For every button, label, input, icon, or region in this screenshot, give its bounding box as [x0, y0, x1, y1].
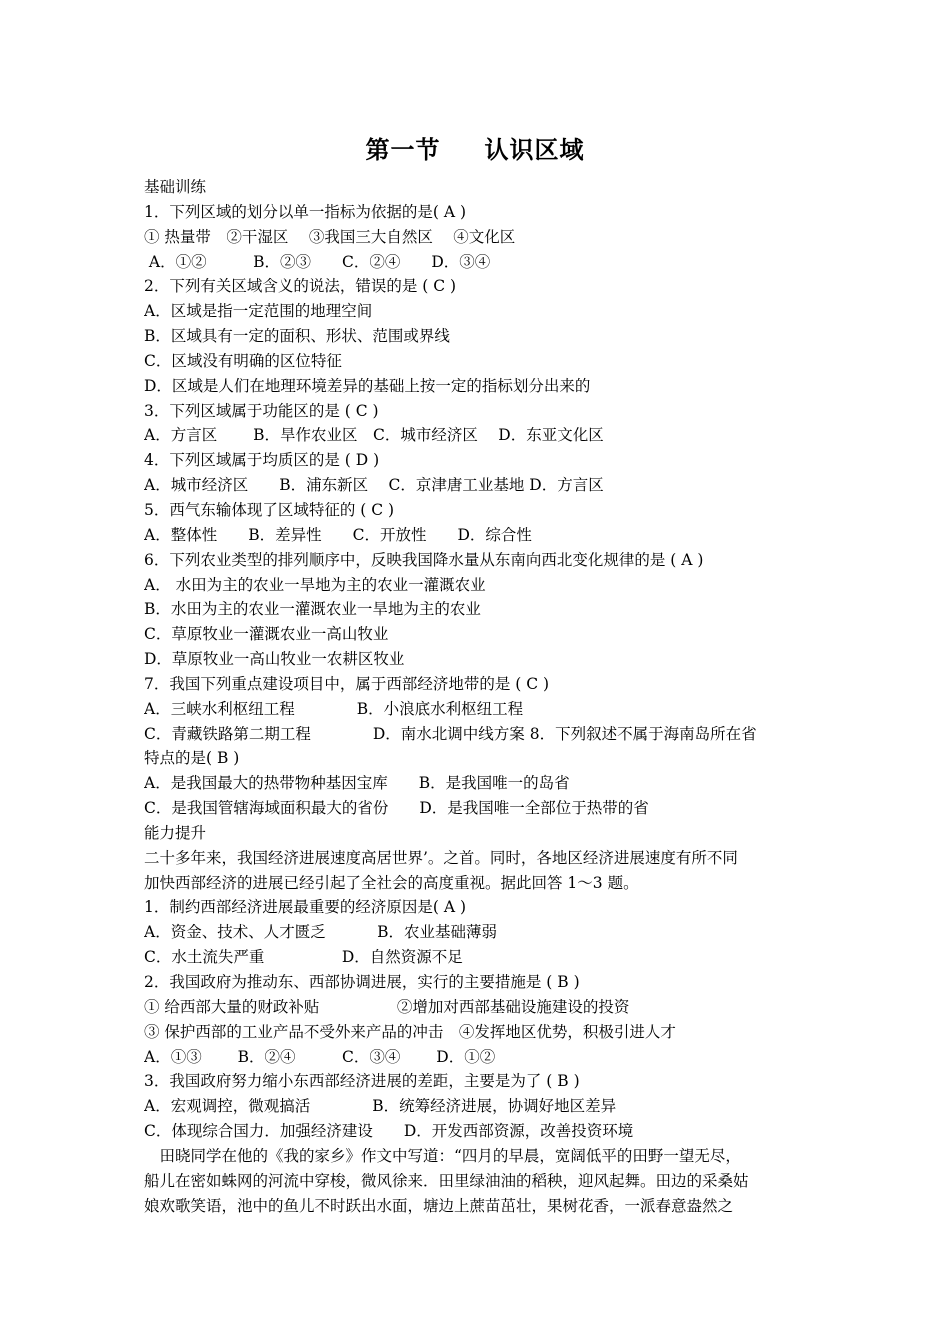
text-line: 加快西部经济的进展已经引起了全社会的高度重视。据此回答 1～3 题。	[144, 873, 639, 892]
text-line: A． 水田为主的农业一旱地为主的农业一灌溉农业	[144, 575, 486, 594]
text-line: A．方言区 B．旱作农业区 C．城市经济区 D．东亚文化区	[144, 426, 604, 445]
text-line: A．①② B．②③ C．②④ D．③④	[144, 252, 491, 271]
text-line: ① 给西部大量的财政补贴 ②增加对西部基础设施建设的投资	[144, 997, 630, 1016]
text-line: 3．下列区域属于功能区的是 ( C )	[144, 401, 379, 420]
text-line: A．宏观调控，微观搞活 B．统筹经济进展，协调好地区差异	[144, 1097, 617, 1116]
text-line: 3．我国政府努力缩小东西部经济进展的差距，主要是为了 ( B )	[144, 1072, 580, 1091]
text-line: A．城市经济区 B．浦东新区 C．京津唐工业基地 D．方言区	[144, 476, 604, 495]
text-line: A．是我国最大的热带物种基因宝库 B．是我国唯一的岛省	[144, 774, 570, 793]
text-line: A．整体性 B．差异性 C．开放性 D．综合性	[144, 525, 532, 544]
text-line: 2．我国政府为推动东、西部协调进展，实行的主要措施是 ( B )	[144, 973, 580, 991]
title-part-2: 认识区域	[484, 136, 585, 164]
section-heading-basic: 基础训练	[144, 178, 207, 196]
text-line: ① 热量带 ②干湿区 ③我国三大自然区 ④文化区	[144, 227, 516, 246]
text-line: 1．制约西部经济进展最重要的经济原因是( A )	[144, 898, 467, 917]
document-body	[144, 175, 810, 1218]
text-line: C．是我国管辖海域面积最大的省份 D．是我国唯一全部位于热带的省	[144, 799, 649, 818]
text-line: C．区域没有明确的区位特征	[144, 351, 342, 370]
text-line: 4．下列区域属于均质区的是 ( D )	[144, 451, 380, 470]
text-line: 特点的是( B )	[144, 749, 240, 768]
text-line: D．草原牧业一高山牧业一农耕区牧业	[144, 650, 405, 669]
page-title	[0, 134, 950, 166]
text-line: A．资金、技术、人才匮乏 B．农业基础薄弱	[144, 923, 498, 942]
text-line: C．草原牧业一灌溉农业一高山牧业	[144, 625, 389, 644]
text-line: A．区域是指一定范围的地理空间	[144, 302, 373, 321]
text-line: B．区域具有一定的面积、形状、范围或界线	[144, 327, 450, 346]
text-line: D．区域是人们在地理环境差异的基础上按一定的指标划分出来的	[144, 376, 591, 395]
text-line: 田晓同学在他的《我的家乡》作文中写道：“四月的早晨，宽阔低平的田野一望无尽，	[144, 1146, 741, 1165]
text-line: 船儿在密如蛛网的河流中穿梭，微风徐来．田里绿油油的稻秧，迎风起舞。田边的采桑姑	[144, 1171, 749, 1190]
text-line: 6．下列农业类型的排列顺序中，反映我国降水量从东南向西北变化规律的是 ( A )	[144, 550, 704, 569]
text-line: 1．下列区域的划分以单一指标为依据的是( A )	[144, 202, 467, 221]
text-line: C．体现综合国力．加强经济建设 D．开发西部资源，改善投资环境	[144, 1122, 634, 1141]
section-heading-advanced: 能力提升	[144, 823, 207, 842]
text-line: C．青藏铁路第二期工程 D．南水北调中线方案 8．下列叙述不属于海南岛所在省	[144, 724, 757, 743]
text-line: C．水土流失严重 D．自然资源不足	[144, 948, 463, 967]
text-line: 二十多年来，我国经济进展速度高居世界’。之首。同时，各地区经济进展速度有所不同	[144, 848, 738, 867]
text-line: A．①③ B．②④ C．③④ D．①②	[144, 1047, 496, 1066]
text-line: B．水田为主的农业一灌溉农业一旱地为主的农业	[144, 600, 481, 619]
text-line: 7．我国下列重点建设项目中，属于西部经济地带的是 ( C )	[144, 674, 550, 693]
title-part-1: 第一节	[365, 136, 441, 164]
text-line: 5．西气东输体现了区域特征的 ( C )	[144, 500, 395, 519]
text-line: ③ 保护西部的工业产品不受外来产品的冲击 ④发挥地区优势，积极引进人才	[144, 1022, 676, 1041]
text-line: 2．下列有关区域含义的说法，错误的是 ( C )	[144, 277, 457, 296]
text-line: A．三峡水利枢纽工程 B．小浪底水利枢纽工程	[144, 699, 524, 718]
text-line: 娘欢歌笑语，池中的鱼儿不时跃出水面，塘边上蔗苗茁壮，果树花香，一派春意盎然之	[144, 1196, 734, 1215]
